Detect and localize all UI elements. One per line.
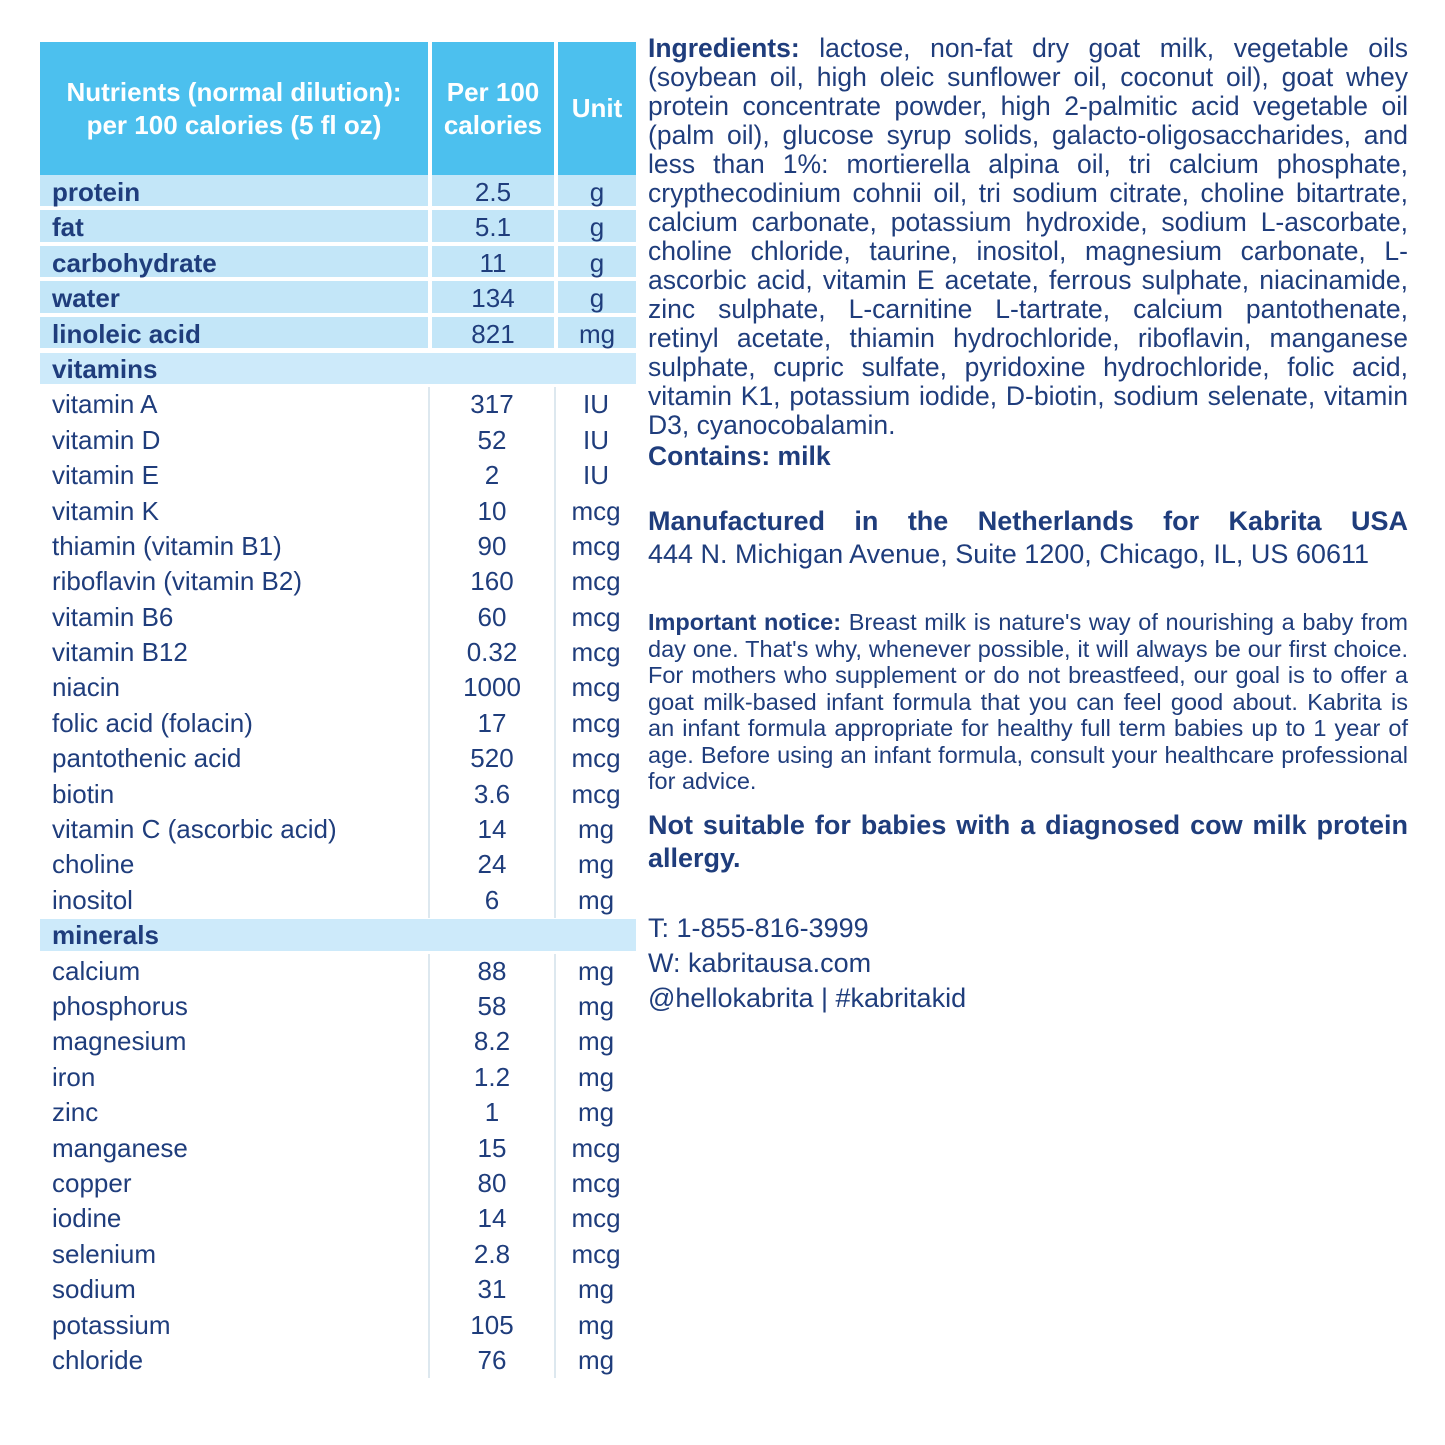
- nutrient-name: fat: [52, 212, 84, 243]
- nutrient-value: 8.2: [428, 1024, 554, 1059]
- important-notice-text: Breast milk is nature's way of nourishing a baby from day one. That's why, whenever possible, it will always be our first choice. For mothers who supplement or do not breastfeed, our goal is to offer a goat milk-based infant formula that you can feel good about. Kabrita is an infant formula appropriate for healthy full term babies up to 1 year of age. Before using an infant formula, consult your healthcare professional for advice.: [648, 609, 1408, 794]
- table-row: [40, 1095, 636, 1130]
- section-band-label: minerals: [52, 920, 159, 951]
- nutrient-unit: mg: [554, 317, 636, 348]
- table-row: [40, 706, 636, 741]
- nutrient-name: vitamin K: [52, 495, 159, 526]
- table-row: [40, 246, 636, 281]
- nutrient-name: inositol: [52, 884, 133, 915]
- nutrient-name: niacin: [52, 672, 120, 703]
- table-row: [40, 847, 636, 882]
- nutrient-name: vitamin C (ascorbic acid): [52, 814, 337, 845]
- table-row: [40, 777, 636, 812]
- nutrient-value: 160: [428, 564, 554, 599]
- nutrient-name: riboflavin (vitamin B2): [52, 566, 302, 597]
- nutrient-name: vitamin D: [52, 424, 161, 455]
- nutrient-name: phosphorus: [52, 990, 188, 1021]
- not-suitable-statement: Not suitable for babies with a diagnosed cow milk protein allergy.: [648, 809, 1408, 873]
- nutrient-unit: mg: [554, 1308, 636, 1343]
- table-row: [40, 1024, 636, 1059]
- nutrient-value: 2: [428, 458, 554, 493]
- table-row: [40, 1308, 636, 1343]
- section-band-vitamins: [40, 352, 636, 387]
- nutrient-unit: mg: [554, 847, 636, 882]
- nutrient-value: 58: [428, 989, 554, 1024]
- table-row: [40, 1060, 636, 1095]
- info-column: [648, 34, 1408, 1016]
- nutrient-value: 10: [428, 494, 554, 529]
- nutrients-table: [40, 42, 636, 1378]
- nutrient-name: protein: [52, 177, 141, 207]
- nutrient-value: 24: [428, 847, 554, 882]
- nutrient-value: 6: [428, 883, 554, 918]
- nutrient-name: choline: [52, 849, 135, 880]
- nutrient-unit: mg: [554, 1095, 636, 1130]
- nutrient-value: 1: [428, 1095, 554, 1130]
- nutrient-value: 17: [428, 706, 554, 741]
- table-row: [40, 954, 636, 989]
- nutrient-unit: mcg: [554, 1201, 636, 1236]
- nutrient-unit: mcg: [554, 564, 636, 599]
- header-per-100-calories: Per 100 calories: [428, 42, 554, 175]
- nutrient-name: zinc: [52, 1097, 99, 1128]
- ingredients-text: lactose, non-fat dry goat milk, vegetable oils (soybean oil, high oleic sunflower oil, coconut oil), goat whey protein concentrate powder, high 2-palmitic acid vegetable oil (palm oil), glucose syrup solids, galacto-oligosaccharides, and less than 1%: mortierella alpina oil, tri calcium phosphate, crypthecodinium cohnii oil, tri sodium citrate, choline bitartrate, calcium carbonate, potassium hydroxide, sodium L-ascorbate, choline chloride, taurine, inositol, magnesium carbonate, L-ascorbic acid, vitamin E acetate, ferrous sulphate, niacinamide, zinc sulphate, L-carnitine L-tartrate, calcium pantothenate, retinyl acetate, thiamin hydrochloride, riboflavin, manganese sulphate, cupric sulfate, pyridoxine hydrochloride, folic acid, vitamin K1, potassium iodide, D-biotin, sodium selenate, vitamin D3, cyanocobalamin.: [648, 33, 1408, 440]
- nutrient-value: 14: [428, 812, 554, 847]
- important-notice-label: Important notice:: [648, 609, 842, 635]
- nutrient-value: 52: [428, 423, 554, 458]
- nutrient-unit: mcg: [554, 494, 636, 529]
- table-row: [40, 281, 636, 316]
- table-row: [40, 883, 636, 918]
- website-line: W: kabritausa.com: [648, 947, 872, 978]
- nutrient-name: vitamin A: [52, 389, 158, 420]
- nutrient-unit: mcg: [554, 1131, 636, 1166]
- nutrient-value: 1.2: [428, 1060, 554, 1095]
- contains-statement: Contains: milk: [648, 441, 831, 471]
- phone-line: T: 1-855-816-3999: [648, 912, 869, 943]
- nutrient-unit: IU: [554, 458, 636, 493]
- nutrient-name: chloride: [52, 1344, 144, 1375]
- nutrient-unit: g: [554, 246, 636, 277]
- nutrient-name: folic acid (folacin): [52, 707, 253, 738]
- nutrient-value: 317: [428, 387, 554, 422]
- nutrient-name: calcium: [52, 955, 141, 986]
- nutrient-value: 821: [428, 317, 554, 348]
- nutrient-name: biotin: [52, 778, 115, 809]
- table-row: [40, 989, 636, 1024]
- nutrient-unit: mcg: [554, 600, 636, 635]
- table-body: [40, 175, 636, 1378]
- table-row: [40, 564, 636, 599]
- table-row: [40, 175, 636, 210]
- nutrient-unit: mg: [554, 1060, 636, 1095]
- nutrient-value: 76: [428, 1343, 554, 1378]
- nutrient-value: 11: [428, 246, 554, 277]
- nutrient-name: magnesium: [52, 1026, 187, 1057]
- nutrient-unit: g: [554, 175, 636, 206]
- nutrient-name: thiamin (vitamin B1): [52, 530, 282, 561]
- nutrient-name: vitamin E: [52, 460, 159, 491]
- nutrient-unit: g: [554, 281, 636, 312]
- nutrient-name: sodium: [52, 1274, 136, 1305]
- important-notice-paragraph: [648, 609, 1408, 795]
- section-band-minerals: [40, 918, 636, 953]
- table-row: [40, 458, 636, 493]
- nutrient-name: pantothenic acid: [52, 743, 242, 774]
- header-nutrients-label: Nutrients (normal dilution): per 100 calories (5 fl oz): [66, 77, 402, 140]
- nutrient-unit: mg: [554, 989, 636, 1024]
- nutrient-name: linoleic acid: [52, 318, 201, 349]
- table-row: [40, 741, 636, 776]
- nutrient-name: copper: [52, 1167, 132, 1198]
- nutrient-value: 80: [428, 1166, 554, 1201]
- nutrient-unit: mg: [554, 812, 636, 847]
- ingredients-label: Ingredients:: [648, 33, 800, 63]
- nutrient-name: vitamin B6: [52, 601, 174, 632]
- nutrient-value: 0.32: [428, 635, 554, 670]
- nutrient-unit: IU: [554, 387, 636, 422]
- nutrient-name: iodine: [52, 1203, 122, 1234]
- table-row: [40, 812, 636, 847]
- nutrient-unit: mcg: [554, 741, 636, 776]
- nutrient-name: water: [52, 283, 120, 314]
- nutrient-unit: mg: [554, 1024, 636, 1059]
- nutrient-value: 90: [428, 529, 554, 564]
- section-band-label: vitamins: [52, 353, 158, 384]
- nutrient-value: 2.5: [428, 175, 554, 206]
- table-row: [40, 423, 636, 458]
- contact-block: [648, 911, 1408, 1016]
- table-row: [40, 670, 636, 705]
- table-row: [40, 1343, 636, 1378]
- nutrient-name: iron: [52, 1061, 96, 1092]
- manufactured-heading: Manufactured in the Netherlands for Kabrita USA: [648, 506, 1408, 536]
- nutrient-value: 3.6: [428, 777, 554, 812]
- nutrient-unit: mg: [554, 954, 636, 989]
- nutrient-name: vitamin B12: [52, 637, 188, 668]
- nutrient-unit: mcg: [554, 1237, 636, 1272]
- table-row: [40, 1272, 636, 1307]
- manufacturer-address: 444 N. Michigan Avenue, Suite 1200, Chicago, IL, US 60611: [648, 539, 1369, 569]
- table-row: [40, 635, 636, 670]
- nutrient-value: 60: [428, 600, 554, 635]
- nutrient-value: 31: [428, 1272, 554, 1307]
- nutrient-value: 520: [428, 741, 554, 776]
- nutrient-unit: mcg: [554, 1166, 636, 1201]
- nutrient-unit: mcg: [554, 670, 636, 705]
- ingredients-paragraph: [648, 34, 1408, 440]
- nutrient-value: 5.1: [428, 210, 554, 241]
- nutrient-unit: g: [554, 210, 636, 241]
- nutrient-value: 105: [428, 1308, 554, 1343]
- nutrient-name: carbohydrate: [52, 247, 217, 278]
- table-row: [40, 1166, 636, 1201]
- table-row: [40, 387, 636, 422]
- header-unit: Unit: [554, 42, 636, 175]
- table-row: [40, 317, 636, 352]
- table-row: [40, 1131, 636, 1166]
- nutrient-unit: mg: [554, 1272, 636, 1307]
- nutrient-value: 88: [428, 954, 554, 989]
- table-row: [40, 494, 636, 529]
- nutrient-unit: mcg: [554, 777, 636, 812]
- nutrient-unit: IU: [554, 423, 636, 458]
- table-row: [40, 1201, 636, 1236]
- nutrient-unit: mcg: [554, 706, 636, 741]
- nutrient-value: 134: [428, 281, 554, 312]
- table-row: [40, 210, 636, 245]
- nutrient-value: 14: [428, 1201, 554, 1236]
- nutrient-value: 1000: [428, 670, 554, 705]
- nutrient-name: potassium: [52, 1309, 171, 1340]
- nutrient-value: 2.8: [428, 1237, 554, 1272]
- table-row: [40, 600, 636, 635]
- nutrient-unit: mg: [554, 883, 636, 918]
- table-row: [40, 1237, 636, 1272]
- nutrient-name: manganese: [52, 1132, 188, 1163]
- table-header-row: [40, 42, 636, 175]
- nutrient-unit: mg: [554, 1343, 636, 1378]
- nutrient-unit: mcg: [554, 529, 636, 564]
- social-line: @hellokabrita | #kabritakid: [648, 982, 967, 1013]
- nutrient-unit: mcg: [554, 635, 636, 670]
- nutrient-value: 15: [428, 1131, 554, 1166]
- nutrient-name: selenium: [52, 1238, 157, 1269]
- table-row: [40, 529, 636, 564]
